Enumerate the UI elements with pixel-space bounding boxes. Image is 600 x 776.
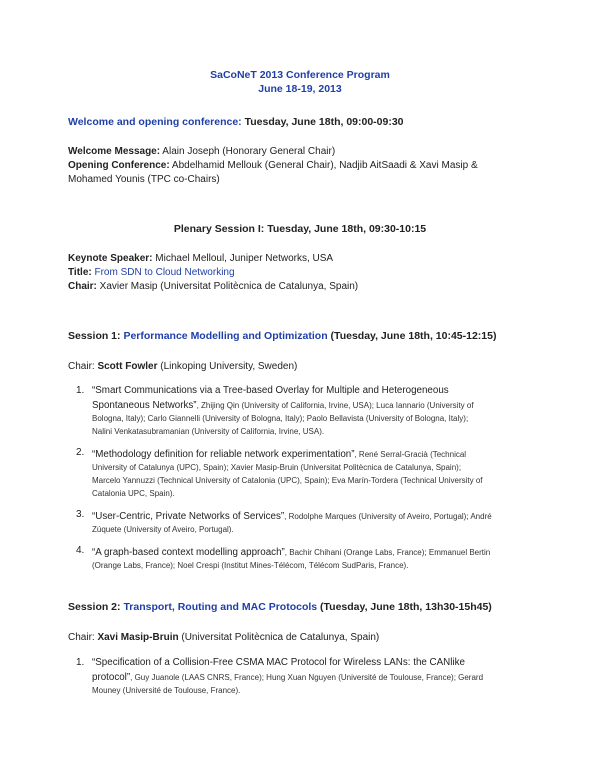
opening-conference-label: Opening Conference:: [68, 160, 170, 171]
session2-prefix: Session 2:: [68, 601, 124, 613]
session2-chair-prefix: Chair:: [68, 632, 98, 643]
session1-chair: [68, 360, 297, 373]
paper-number: 2.: [76, 447, 85, 458]
opening-conference-value: Abdelhamid Mellouk (General Chair), Nadjib AitSaadi & Xavi Masip &: [169, 160, 478, 171]
talk-title-label: Title:: [68, 267, 92, 278]
paper-authors: , Bachir Chihani (Orange Labs, France); Emmanuel Bertin: [284, 548, 491, 557]
session2-time: (Tuesday, June 18th, 13h30-15h45): [317, 601, 492, 613]
welcome-message-value: Alain Joseph (Honorary General Chair): [160, 146, 336, 157]
paper-text: [92, 446, 528, 500]
paper-authors: Mouney (Université de Toulouse, France).: [92, 686, 241, 695]
paper-number: 4.: [76, 545, 85, 556]
talk-title-value[interactable]: From SDN to Cloud Networking: [91, 267, 235, 278]
keynote-label: Keynote Speaker:: [68, 253, 153, 264]
paper-text: [92, 384, 528, 438]
plenary-chair-value: Xavier Masip (Universitat Politècnica de Catalunya, Spain): [96, 281, 359, 292]
keynote-line: [68, 252, 333, 265]
paper-title-line: Spontaneous Networks”: [92, 400, 197, 411]
welcome-heading-label: Welcome and opening conference:: [68, 116, 242, 128]
paper-text: [92, 544, 528, 572]
paper-authors: Zúquete (University of Aveiro, Portugal).: [92, 525, 234, 534]
welcome-message-label: Welcome Message:: [68, 146, 161, 157]
paper-title-line: “Methodology definition for reliable network experimentation”: [92, 449, 355, 460]
paper-authors: , Guy Juanole (LAAS CNRS, France); Hung Xuan Nguyen (Université de Toulouse, France); Gerard: [130, 673, 484, 682]
paper-authors: (Orange Labs, France); Noel Crespi (Institut Mines-Télécom, Télécom SudParis, France).: [92, 561, 409, 570]
paper-title-line: “Specification of a Collision-Free CSMA MAC Protocol for Wireless LANs: the CANlike: [92, 657, 465, 668]
paper-number: 1.: [76, 657, 85, 668]
session2-chair: [68, 631, 379, 644]
welcome-heading: [68, 115, 404, 129]
session2-chair-affiliation: (Universitat Politècnica de Catalunya, Spain): [178, 632, 380, 643]
paper-authors: University of Catalunya (UPC), Spain); Xavier Masip-Bruin (Universitat Politècnica de Catalunya, Spain);: [92, 463, 462, 472]
session1-chair-name: Scott Fowler: [97, 361, 158, 372]
paper-authors: , René Serral-Gracià (Technical: [354, 450, 467, 459]
session2-heading: [68, 600, 492, 614]
paper-authors: , Rodolphe Marques (University of Aveiro, Portugal); André: [284, 512, 492, 521]
opening-conference-line-2: Mohamed Younis (TPC co-Chairs): [68, 174, 220, 185]
session1-chair-affiliation: (Linkoping University, Sweden): [157, 361, 298, 372]
paper-title-line: “User-Centric, Private Networks of Services”: [92, 511, 285, 522]
paper-authors: , Zhijing Qin (University of California, Irvine, USA); Luca Iannario (University of: [196, 401, 474, 410]
paper-authors: Bologna, Italy); Carlo Giannelli (University of Bologna, Italy); Paolo Bellavista (University of Bologna, Italy);: [92, 414, 469, 423]
keynote-value: Michael Melloul, Juniper Networks, USA: [152, 253, 334, 264]
session1-heading: [68, 329, 496, 343]
welcome-message-line: [68, 145, 335, 158]
paper-number: 1.: [76, 385, 85, 396]
session1-time: (Tuesday, June 18th, 10:45-12:15): [327, 330, 497, 342]
paper-authors: Nalini Venkatasubramanian (University of California, Irvine, USA).: [92, 427, 325, 436]
paper-text: [92, 656, 528, 697]
session2-name[interactable]: Transport, Routing and MAC Protocols: [123, 601, 318, 613]
session1-chair-prefix: Chair:: [68, 361, 98, 372]
session1-name[interactable]: Performance Modelling and Optimization: [123, 330, 328, 342]
paper-authors: Catalonia UPC, Spain).: [92, 489, 175, 498]
document-title: SaCoNeT 2013 Conference Program: [210, 69, 390, 81]
paper-authors: Marcelo Yannuzzi (Technical University of Catalonia (UPC), Spain); Eva Marín-Tordera (Technical University of: [92, 476, 483, 485]
session2-chair-name: Xavi Masip-Bruin: [97, 632, 179, 643]
plenary-chair-line: [68, 280, 358, 293]
paper-number: 3.: [76, 509, 85, 520]
paper-text: [92, 508, 528, 536]
session1-prefix: Session 1:: [68, 330, 124, 342]
paper-title-line: “A graph-based context modelling approach”: [92, 547, 285, 558]
plenary-heading: Plenary Session I: Tuesday, June 18th, 09:30-10:15: [173, 223, 427, 235]
plenary-chair-label: Chair:: [68, 281, 97, 292]
document-dates: June 18-19, 2013: [258, 83, 342, 95]
paper-title-line: protocol”: [92, 672, 131, 683]
talk-title-line: [68, 266, 235, 279]
paper-title-line: “Smart Communications via a Tree-based Overlay for Multiple and Heterogeneous: [92, 385, 449, 396]
opening-conference-line: [68, 159, 478, 172]
welcome-heading-time: Tuesday, June 18th, 09:00-09:30: [241, 116, 404, 128]
